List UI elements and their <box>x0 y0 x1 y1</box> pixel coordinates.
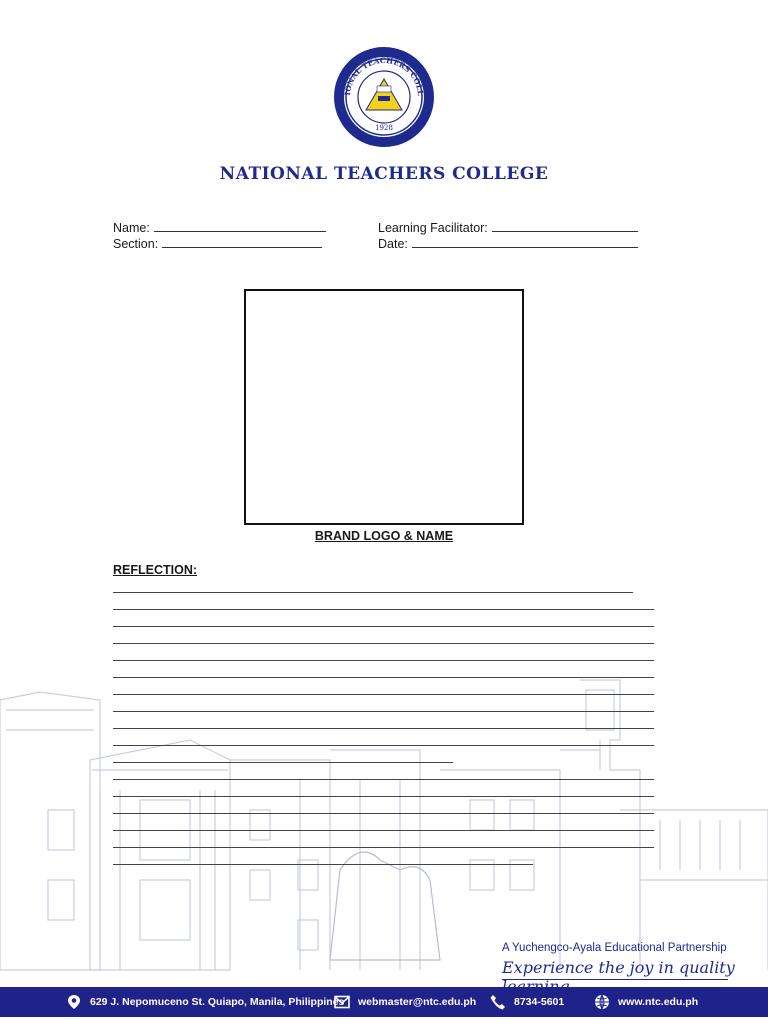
reflection-line[interactable] <box>113 728 654 729</box>
college-name: NATIONAL TEACHERS COLLEGE <box>219 164 549 184</box>
name-blank[interactable] <box>154 221 326 232</box>
mail-icon <box>334 994 350 1010</box>
brand-logo-box[interactable] <box>244 289 524 525</box>
reflection-line[interactable] <box>113 677 654 678</box>
brand-logo-caption: BRAND LOGO & NAME <box>314 529 454 543</box>
footer-email[interactable] <box>334 987 476 1017</box>
reflection-line[interactable] <box>113 813 654 814</box>
footer-website-text[interactable]: www.ntc.edu.ph <box>618 996 699 1008</box>
section-field[interactable] <box>113 237 322 251</box>
footer-phone-text[interactable]: 8734-5601 <box>514 996 565 1008</box>
motto-underline <box>502 979 728 980</box>
college-seal <box>333 46 435 148</box>
reflection-line[interactable] <box>113 592 633 593</box>
facilitator-field[interactable] <box>378 221 638 235</box>
footer-website[interactable] <box>594 987 698 1017</box>
reflection-line[interactable] <box>113 745 654 746</box>
footer-address <box>66 987 344 1017</box>
seal-year: 1928 <box>375 124 393 132</box>
facilitator-blank[interactable] <box>492 221 638 232</box>
footer-bar <box>0 987 768 1017</box>
phone-icon <box>490 994 506 1010</box>
reflection-line[interactable] <box>113 864 533 865</box>
facilitator-label: Learning Facilitator: <box>378 221 488 235</box>
reflection-line[interactable] <box>113 847 654 848</box>
date-label: Date: <box>378 237 408 251</box>
section-label: Section: <box>113 237 159 251</box>
location-pin-icon <box>66 994 82 1010</box>
footer-phone[interactable] <box>490 987 564 1017</box>
name-label: Name: <box>113 221 150 235</box>
partnership-tagline: A Yuchengco-Ayala Educational Partnership <box>502 942 727 954</box>
reflection-line[interactable] <box>113 694 654 695</box>
reflection-line[interactable] <box>113 762 453 763</box>
reflection-line[interactable] <box>113 830 654 831</box>
footer-email-text[interactable]: webmaster@ntc.edu.ph <box>358 996 477 1008</box>
footer-address-text: 629 J. Nepomuceno St. Quiapo, Manila, Philippines <box>90 996 345 1008</box>
reflection-line[interactable] <box>113 796 654 797</box>
reflection-title: REFLECTION: <box>113 563 198 577</box>
reflection-line[interactable] <box>113 660 654 661</box>
globe-icon <box>594 994 610 1010</box>
section-blank[interactable] <box>162 237 322 248</box>
date-field[interactable] <box>378 237 638 251</box>
reflection-line[interactable] <box>113 626 654 627</box>
reflection-line[interactable] <box>113 711 654 712</box>
date-blank[interactable] <box>412 237 638 248</box>
motto: Experience the joy in quality <box>502 958 735 977</box>
name-field[interactable] <box>113 221 326 235</box>
reflection-line[interactable] <box>113 779 654 780</box>
seal-text: IONAL TEACHERS COLL <box>343 55 426 96</box>
bottom-strip <box>0 1017 768 1024</box>
reflection-line[interactable] <box>113 609 654 610</box>
reflection-line[interactable] <box>113 643 654 644</box>
